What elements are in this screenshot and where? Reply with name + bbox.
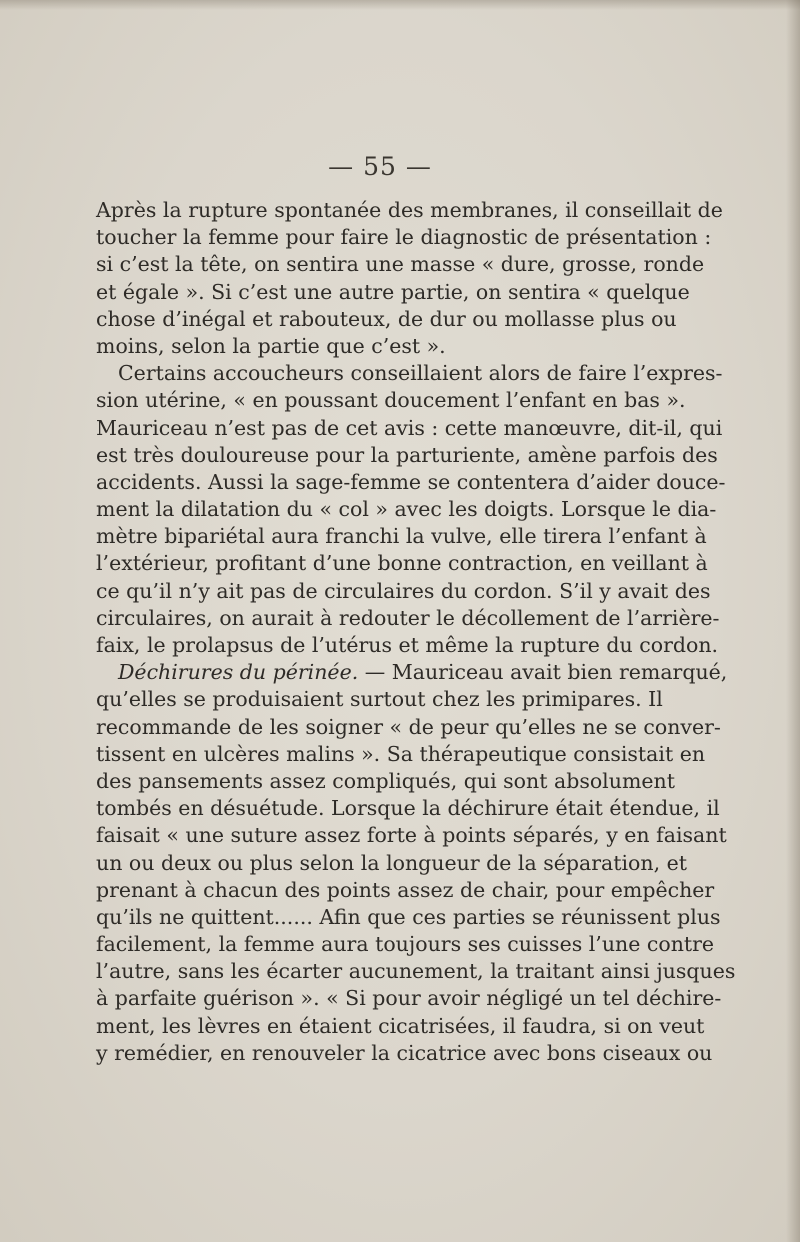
text-line: ment la dilatation du « col » avec les doigts. Lorsque le dia- [96,497,717,522]
text-line: accidents. Aussi la sage-femme se contentera d’aider douce- [96,469,726,494]
text-line: toucher la femme pour faire le diagnostic de présentation : [96,225,712,250]
text-line: un ou deux ou plus selon la longueur de la séparation, et [96,850,687,875]
text-line: et égale ». Si c’est une autre partie, on sentira « quelque [96,279,690,304]
text-line: tombés en désuétude. Lorsque la déchirure était étendue, il [96,796,720,821]
text-line: si c’est la tête, on sentira une masse « dure, grosse, ronde [96,252,705,277]
text-line: l’autre, sans les écarter aucunement, la traitant ainsi jusques [96,959,736,984]
text-line: ce qu’il n’y ait pas de circulaires du cordon. S’il y avait des [96,578,711,603]
text-line: qu’ils ne quittent...... Afin que ces parties se réunissent plus [96,904,721,929]
text-line: est très douloureuse pour la parturiente, amène parfois des [96,442,718,467]
text-line: faisait « une suture assez forte à points séparés, y en faisant [96,823,727,848]
section-heading-line [96,659,728,686]
text-line: l’extérieur, profitant d’une bonne contraction, en veillant à [96,551,708,576]
text-line: à parfaite guérison ». « Si pour avoir négligé un tel déchire- [96,986,722,1011]
text-line: circulaires, on aurait à redouter le décollement de l’arrière- [96,605,720,630]
text-line: faix, le prolapsus de l’utérus et même la rupture du cordon. [96,633,719,657]
text-line: y remédier, en renouveler la cicatrice avec bons ciseaux ou [96,1040,713,1065]
text-line: sion utérine, « en poussant doucement l’enfant en bas ». [96,388,686,413]
text-line: facilement, la femme aura toujours ses cuisses l’une contre [96,932,715,957]
page-shadow-top [0,0,800,10]
text-line: Après la rupture spontanée des membranes, il conseillait de [96,198,723,222]
text-line: chose d’inégal et rabouteux, de dur ou mollasse plus ou [96,306,677,331]
text-line: Certains accoucheurs conseillaient alors de faire l’expres- [118,361,723,386]
text-line: tissent en ulcères malins ». Sa thérapeutique consistait en [96,741,706,766]
page-number: — 55 — [328,152,432,181]
text-line: qu’elles se produisaient surtout chez les primipares. Il [96,687,663,712]
text-line: mètre bipariétal aura franchi la vulve, elle tirera l’enfant à [96,524,707,549]
section-heading: Déchirures du périnée. [118,660,359,685]
text-line: Mauriceau n’est pas de cet avis : cette manœuvre, dit-il, qui [96,415,723,440]
text-line: des pansements assez compliqués, qui sont absolument [96,768,675,793]
body-text [96,197,736,1067]
text-line: prenant à chacun des points assez de chair, pour empêcher [96,877,715,902]
text-line: recommande de les soigner « de peur qu’elles ne se conver- [96,714,721,739]
page-shadow-right [786,0,800,1242]
text-line: moins, selon la partie que c’est ». [96,333,446,358]
section-heading-rest: — Mauriceau avait bien remarqué, [358,660,728,685]
text-line: ment, les lèvres en étaient cicatrisées, il faudra, si on veut [96,1013,705,1038]
